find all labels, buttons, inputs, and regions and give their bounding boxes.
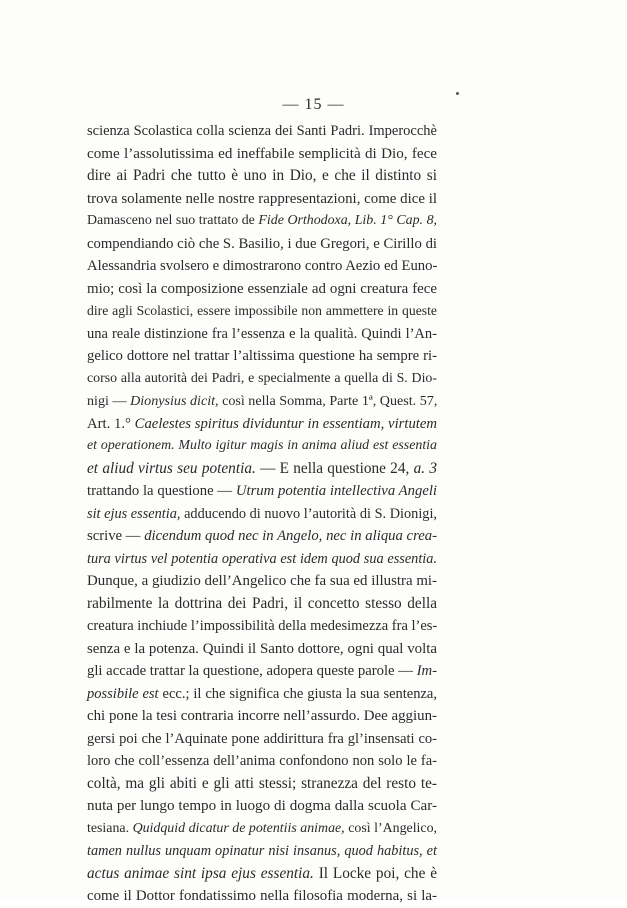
- text-line: [87, 795, 437, 818]
- text-segment: una reale distinzione fra l’essenza e la qualità. Quindi l’An-: [87, 325, 437, 342]
- text-segment: corso alla autorità dei Padri, e specialmente a quella di S. Dio-: [87, 370, 437, 386]
- text-segment: ecc.; il che significa che giusta la sua sentenza,: [158, 685, 437, 702]
- text-segment: Il Locke poi, che è: [313, 864, 437, 882]
- text-line: [87, 458, 437, 481]
- text-line: [87, 750, 437, 773]
- text-segment: scienza Scolastica colla scienza dei Santi Padri. Imperocchè: [87, 123, 437, 139]
- text-segment: gelico dottore nel trattar l’altissima questione ha sempre ri-: [87, 348, 437, 364]
- text-line: [87, 188, 437, 211]
- text-line: [87, 390, 437, 413]
- text-line: [87, 345, 437, 368]
- text-line: [87, 683, 437, 706]
- text-segment: come l’assolutissima ed ineffabile semplicità di Dio, fece: [87, 145, 437, 162]
- text-line: [87, 368, 437, 391]
- text-segment: nigi —: [87, 393, 131, 409]
- body-text: [87, 120, 437, 908]
- italic-segment: Quidquid dicatur de potentiis animae,: [132, 820, 345, 836]
- text-line: [87, 503, 437, 526]
- italic-segment: a. 3: [413, 459, 437, 477]
- text-line: [87, 638, 437, 661]
- text-line: [87, 255, 437, 278]
- text-line: [87, 480, 437, 503]
- text-line: [87, 323, 437, 346]
- text-segment: loro che coll’essenza dell’anima confondono non solo le fa-: [87, 753, 437, 769]
- text-segment: creatura inchiude l’impossibilità della medesimezza fra l’es-: [87, 618, 438, 634]
- italic-segment: tamen nullus unquam opinatur nisi insanus, quod habitus, et: [87, 843, 437, 859]
- text-segment: Alessandria svolsero e dimostrarono contro Aezio ed Euno-: [87, 258, 438, 274]
- text-line: [87, 548, 437, 571]
- italic-segment: Utrum potentia intellectiva Angeli: [235, 483, 438, 499]
- text-segment: dire ai Padri che tutto è uno in Dio, e che il distinto si: [87, 167, 437, 184]
- text-segment: senza e la potenza. Quindi il Santo dottore, ogni qual volta: [87, 640, 437, 657]
- text-segment: nuta per lungo tempo in luogo di dogma dalla scuola Car-: [87, 798, 437, 814]
- text-line: [87, 233, 437, 256]
- italic-segment: possibile est: [87, 685, 159, 702]
- italic-segment: dicendum quod nec in Angelo, nec in aliqua crea-: [144, 528, 438, 544]
- italic-segment: Dionysius dicit,: [130, 393, 219, 409]
- text-segment: compendiando ciò che S. Basilio, i due Gregori, e Cirillo di: [87, 235, 437, 252]
- text-segment: rabilmente la dottrina dei Padri, il concetto stesso della: [87, 594, 437, 612]
- text-line: [87, 143, 437, 166]
- text-segment: mio; così la composizione essenziale ad ogni creatura fece: [87, 280, 437, 297]
- text-segment: trova solamente nelle nostre rappresentazioni, come dice il: [87, 190, 437, 207]
- text-line: [87, 210, 437, 233]
- text-line: [87, 525, 437, 548]
- text-segment: gli accade trattar la questione, adopera queste parole —: [87, 663, 417, 679]
- text-segment: adducendo di nuovo l’autorità di S. Dionigi,: [180, 505, 437, 522]
- italic-segment: tura virtus vel potentia operativa est idem quod sua essentia.: [87, 550, 437, 567]
- text-line: [87, 593, 437, 616]
- text-line: [87, 570, 437, 593]
- text-line: [87, 773, 437, 796]
- page-number: — 15 —: [282, 96, 345, 113]
- text-segment: dire agli Scolastici, essere impossibile non ammettere in queste: [87, 303, 437, 318]
- text-line: [87, 300, 437, 323]
- italic-segment: Im-: [416, 663, 437, 679]
- text-segment: gersi poi che l’Aquinate pone addirittura fra gl’insensati co-: [87, 730, 437, 747]
- text-line: [87, 413, 437, 436]
- text-line: [87, 615, 437, 638]
- text-segment: così l’Angelico,: [344, 820, 438, 836]
- text-line: [87, 818, 437, 841]
- ink-speck: [456, 92, 459, 95]
- italic-segment: et operationem. Multo igitur magis in anima aliud est essentia: [87, 438, 437, 453]
- text-segment: — E nella questione 24,: [255, 459, 414, 477]
- text-line: [87, 885, 437, 908]
- text-segment: trattando la questione —: [87, 483, 236, 499]
- italic-segment: sit ejus essentia,: [87, 505, 181, 522]
- text-line: [87, 165, 437, 188]
- text-line: [87, 120, 437, 143]
- text-line: [87, 728, 437, 751]
- italic-segment: et aliud virtus seu potentia.: [87, 459, 256, 477]
- text-segment: Dunque, a giudizio dell’Angelico che fa sua ed illustra mi-: [87, 573, 437, 589]
- text-segment: chi pone la tesi contraria incorre nell’assurdo. Dee aggiun-: [87, 708, 437, 724]
- text-line: [87, 863, 437, 886]
- italic-segment: Caelestes spiritus dividuntur in essentiam, virtutem: [134, 415, 438, 432]
- text-line: [87, 278, 437, 301]
- text-segment: come il Dottor fondatissimo nella filosofia moderna, si la-: [87, 888, 437, 904]
- text-segment: Art. 1.°: [87, 415, 135, 432]
- text-segment: coltà, ma gli abiti e gli atti stessi; stranezza del resto te-: [87, 774, 437, 792]
- text-segment: così nella Somma, Parte 1ª, Quest. 57,: [218, 393, 438, 409]
- text-segment: Damasceno nel suo trattato de: [87, 213, 259, 228]
- italic-segment: Fide Orthodoxa, Lib. 1° Cap. 8,: [258, 213, 437, 228]
- text-line: [87, 705, 437, 728]
- italic-segment: actus animae sint ipsa ejus essentia.: [87, 864, 314, 882]
- text-line: [87, 435, 437, 458]
- text-line: [87, 660, 437, 683]
- text-segment: tesiana.: [87, 820, 133, 836]
- text-segment: scrive —: [87, 528, 145, 544]
- text-line: [87, 840, 437, 863]
